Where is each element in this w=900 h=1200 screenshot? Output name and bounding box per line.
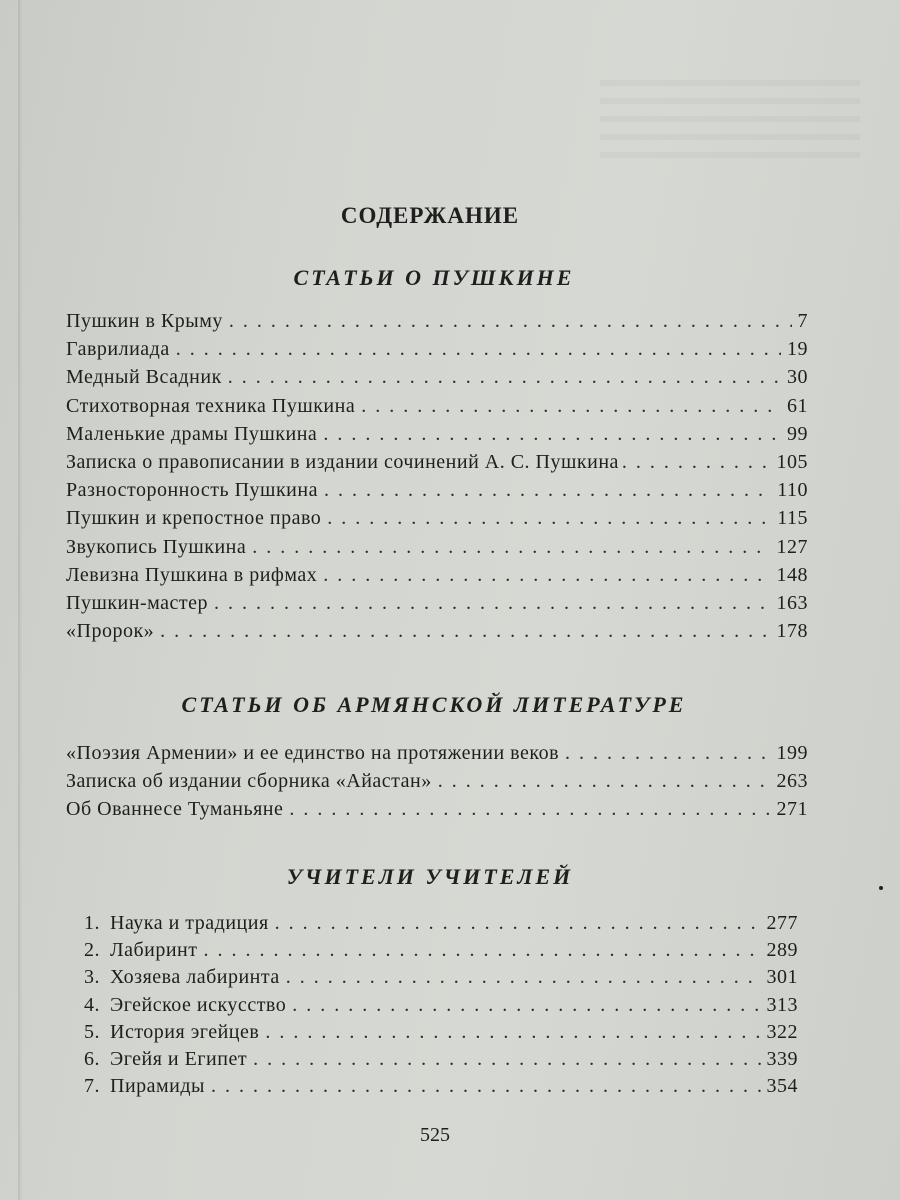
entry-number: 2. xyxy=(84,939,100,962)
entry-page-number: 110 xyxy=(777,479,808,502)
entry-title: Пирамиды xyxy=(110,1075,205,1098)
entry-title: Пушкин-мастер xyxy=(66,591,209,614)
section-title-pushkin: СТАТЬИ О ПУШКИНЕ xyxy=(293,265,575,290)
entry-title: Гаврилиада xyxy=(66,338,170,361)
section-title-teachers: УЧИТЕЛИ УЧИТЕЛЕЙ xyxy=(286,864,574,889)
toc-list-pushkin xyxy=(66,310,808,648)
entry-title: Наука и традиция xyxy=(110,912,269,934)
dot-leader xyxy=(361,395,781,418)
toc-entry xyxy=(66,395,808,423)
toc-entry xyxy=(84,1075,798,1102)
contents-title: СОДЕРЖАНИЕ xyxy=(340,203,520,228)
entry-page-number: 30 xyxy=(787,366,808,389)
entry-page-number: 289 xyxy=(766,939,798,962)
entry-page-number: 354 xyxy=(766,1075,798,1098)
entry-title: Записка о правописании в издании сочинений А. С. Пушкина xyxy=(66,450,619,473)
page-number: 525 xyxy=(420,1124,450,1146)
toc-entry xyxy=(84,966,798,993)
toc-entry xyxy=(66,451,808,479)
dot-leader xyxy=(622,451,774,474)
toc-entry xyxy=(66,770,808,798)
entry-title: Об Ованнесе Туманьяне xyxy=(66,798,284,821)
entry-number: 3. xyxy=(84,966,100,989)
entry-title: «Пророк» xyxy=(66,620,155,643)
entry-title: Разносторонность Пушкина xyxy=(66,479,318,502)
entry-title: Пушкин в Крыму xyxy=(66,310,223,332)
entry-title: Медный Всадник xyxy=(66,366,222,389)
entry-page-number: 127 xyxy=(776,535,808,558)
toc-entry xyxy=(66,507,808,535)
entry-page-number: 19 xyxy=(787,338,808,361)
dot-leader xyxy=(324,479,771,502)
dot-leader xyxy=(229,310,792,333)
dot-leader xyxy=(253,1048,760,1071)
dot-leader xyxy=(203,939,760,962)
dot-leader xyxy=(286,966,761,989)
section-title-armenian: СТАТЬИ ОБ АРМЯНСКОЙ ЛИТЕРАТУРЕ xyxy=(181,692,687,717)
dot-leader xyxy=(265,1021,760,1044)
toc-entry xyxy=(66,479,808,507)
entry-page-number: 163 xyxy=(776,591,808,614)
dot-leader xyxy=(327,507,771,530)
entry-page-number: 301 xyxy=(766,966,798,989)
page-gutter-shadow xyxy=(18,0,22,1200)
toc-entry xyxy=(66,742,808,770)
dot-leader xyxy=(292,994,760,1017)
ink-speck xyxy=(879,886,883,890)
entry-page-number: 199 xyxy=(776,742,808,764)
entry-page-number: 263 xyxy=(776,770,808,793)
toc-entry xyxy=(84,994,798,1021)
entry-title: Эгейское искусство xyxy=(110,993,287,1016)
toc-entry xyxy=(84,912,798,939)
entry-title: Эгейя и Египет xyxy=(110,1047,248,1070)
entry-title: Звукопись Пушкина xyxy=(66,535,247,558)
entry-number: 6. xyxy=(84,1047,100,1070)
toc-list-armenian xyxy=(66,742,808,827)
dot-leader xyxy=(289,798,770,821)
dot-leader xyxy=(176,338,781,361)
entry-page-number: 277 xyxy=(766,912,798,934)
dot-leader xyxy=(438,770,771,793)
entry-title: «Поэзия Армении» и ее единство на протяжении веков xyxy=(66,742,560,764)
entry-page-number: 322 xyxy=(766,1020,798,1043)
dot-leader xyxy=(214,592,770,615)
dot-leader xyxy=(228,366,781,389)
toc-entry xyxy=(84,1021,798,1048)
toc-entry xyxy=(66,338,808,366)
dot-leader xyxy=(252,536,770,559)
toc-entry xyxy=(66,310,808,338)
dot-leader xyxy=(275,912,761,935)
toc-entry xyxy=(66,564,808,592)
toc-entry xyxy=(66,798,808,826)
entry-number: 4. xyxy=(84,993,100,1016)
entry-number: 5. xyxy=(84,1020,100,1043)
entry-title: История эгейцев xyxy=(110,1020,260,1043)
entry-number: 7. xyxy=(84,1075,100,1098)
dot-leader xyxy=(211,1075,761,1098)
entry-page-number: 313 xyxy=(766,993,798,1016)
entry-page-number: 61 xyxy=(787,394,808,417)
entry-title: Лабиринт xyxy=(110,939,198,962)
dot-leader xyxy=(323,564,770,587)
entry-title: Пушкин и крепостное право xyxy=(66,507,322,530)
entry-page-number: 105 xyxy=(776,450,808,473)
dot-leader xyxy=(565,742,770,765)
toc-entry xyxy=(84,939,798,966)
entry-title: Левизна Пушкина в рифмах xyxy=(66,563,318,586)
dot-leader xyxy=(160,620,770,643)
entry-page-number: 115 xyxy=(777,507,808,530)
entry-page-number: 271 xyxy=(776,798,808,821)
entry-title: Маленькие драмы Пушкина xyxy=(66,422,318,445)
entry-title: Стихотворная техника Пушкина xyxy=(66,394,356,417)
entry-title: Записка об издании сборника «Айастан» xyxy=(66,770,432,793)
toc-entry xyxy=(66,592,808,620)
entry-page-number: 178 xyxy=(776,620,808,643)
entry-number: 1. xyxy=(84,912,100,934)
toc-list-teachers xyxy=(84,912,798,1102)
entry-title: Хозяева лабиринта xyxy=(110,966,280,989)
show-through-text xyxy=(600,80,860,170)
entry-page-number: 99 xyxy=(787,422,808,445)
toc-entry xyxy=(66,366,808,394)
entry-page-number: 7 xyxy=(797,310,808,332)
entry-page-number: 148 xyxy=(776,563,808,586)
toc-entry xyxy=(66,423,808,451)
toc-entry xyxy=(66,536,808,564)
toc-entry xyxy=(66,620,808,648)
entry-page-number: 339 xyxy=(766,1047,798,1070)
toc-entry xyxy=(84,1048,798,1075)
dot-leader xyxy=(323,423,781,446)
